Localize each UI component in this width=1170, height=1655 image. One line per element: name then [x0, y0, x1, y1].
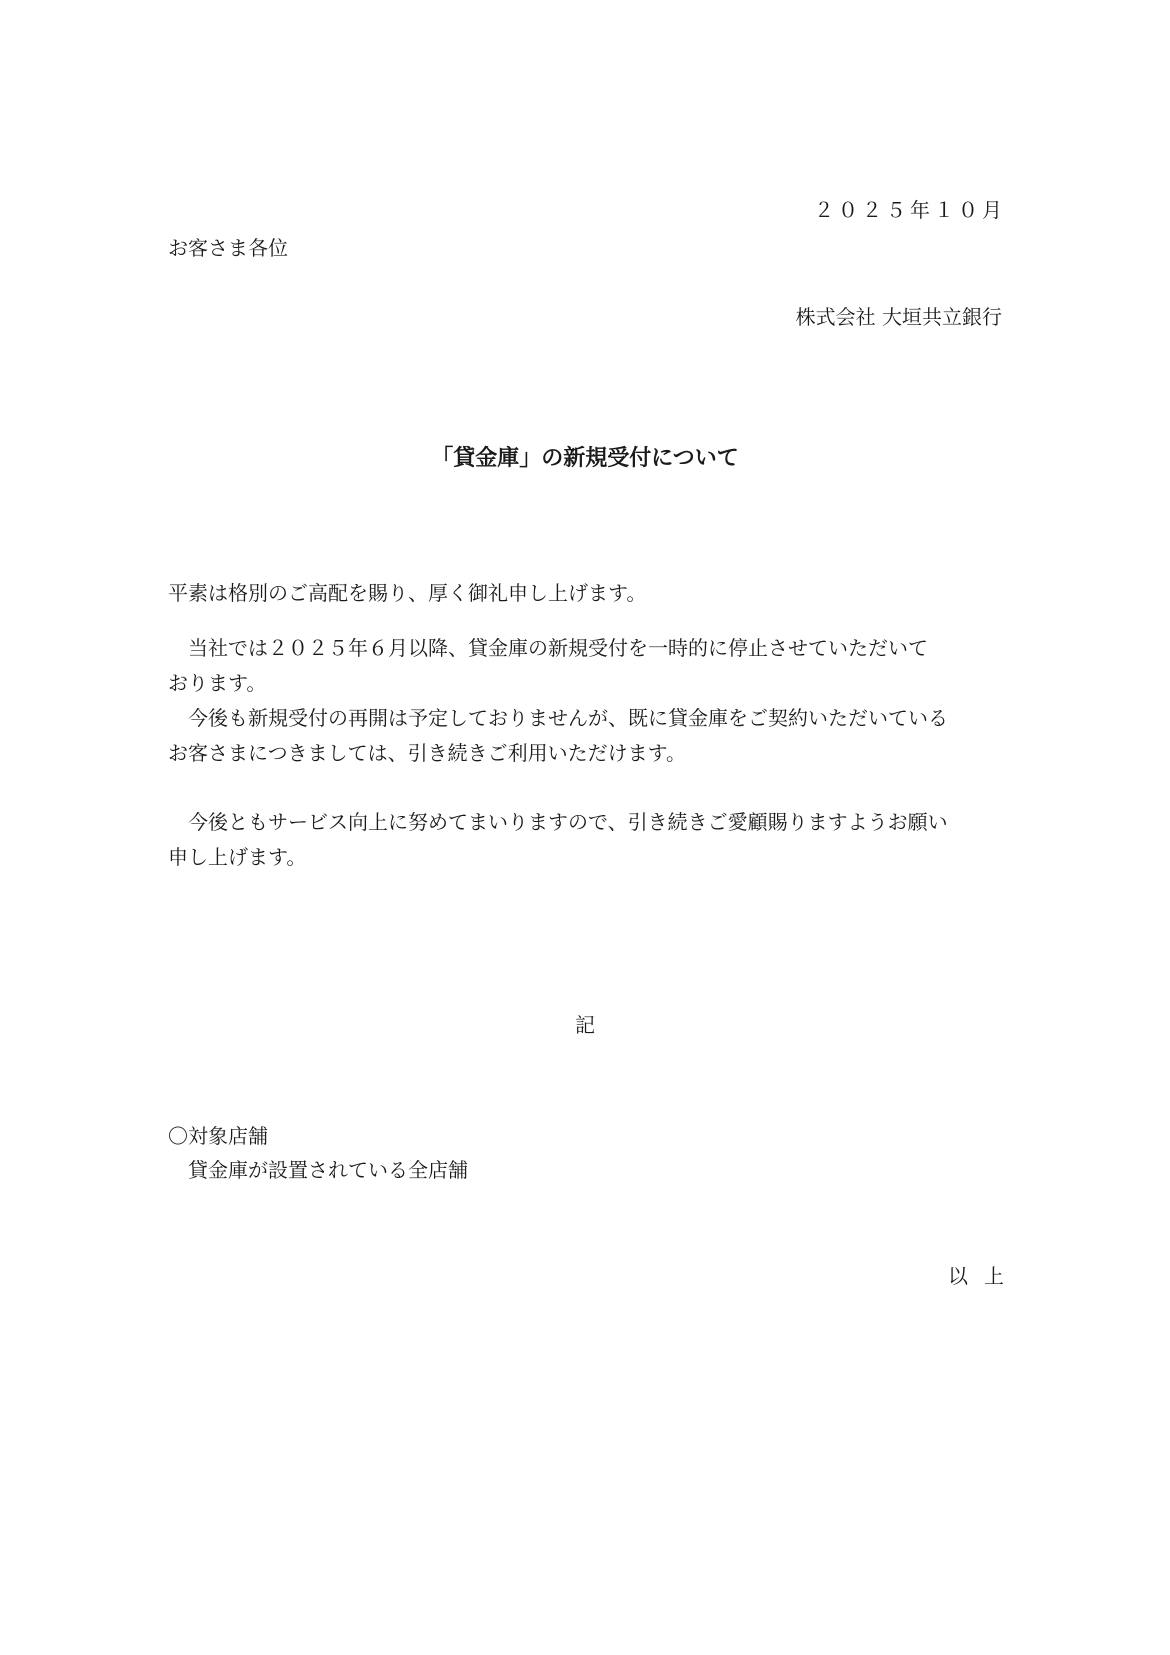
- addressee: お客さま各位: [168, 236, 288, 260]
- greeting-text: 平素は格別のご高配を賜り、厚く御礼申し上げます。: [168, 581, 647, 605]
- greeting-paragraph: [168, 576, 1008, 611]
- paragraph-line: 今後ともサービス向上に努めてまいりますので、引き続きご愛顧賜りますようお願い: [168, 810, 948, 834]
- paragraph-line: 当社では２０２５年６月以降、貸金庫の新規受付を一時的に停止させていただいて: [168, 636, 928, 660]
- target-branches-heading: 〇対象店舗: [168, 1124, 268, 1148]
- sender-name: 株式会社 大垣共立銀行: [795, 305, 1002, 329]
- paragraph-suspension: [168, 631, 1008, 771]
- ki-heading: 記: [575, 1013, 595, 1037]
- paragraph-line: お客さまにつきましては、引き続きご利用いただけます。: [168, 741, 686, 765]
- issue-date: ２０２５年１０月: [814, 198, 1006, 222]
- paragraph-line: おります。: [168, 671, 267, 695]
- paragraph-closing-request: [168, 805, 1008, 875]
- target-branches-value: 貸金庫が設置されている全店舗: [188, 1158, 468, 1182]
- closing-ijo: 以上: [948, 1264, 1020, 1288]
- paragraph-line: 今後も新規受付の再開は予定しておりませんが、既に貸金庫をご契約いただいている: [168, 706, 948, 730]
- paragraph-line: 申し上げます。: [168, 845, 307, 869]
- document-title: 「貸金庫」の新規受付について: [431, 446, 739, 471]
